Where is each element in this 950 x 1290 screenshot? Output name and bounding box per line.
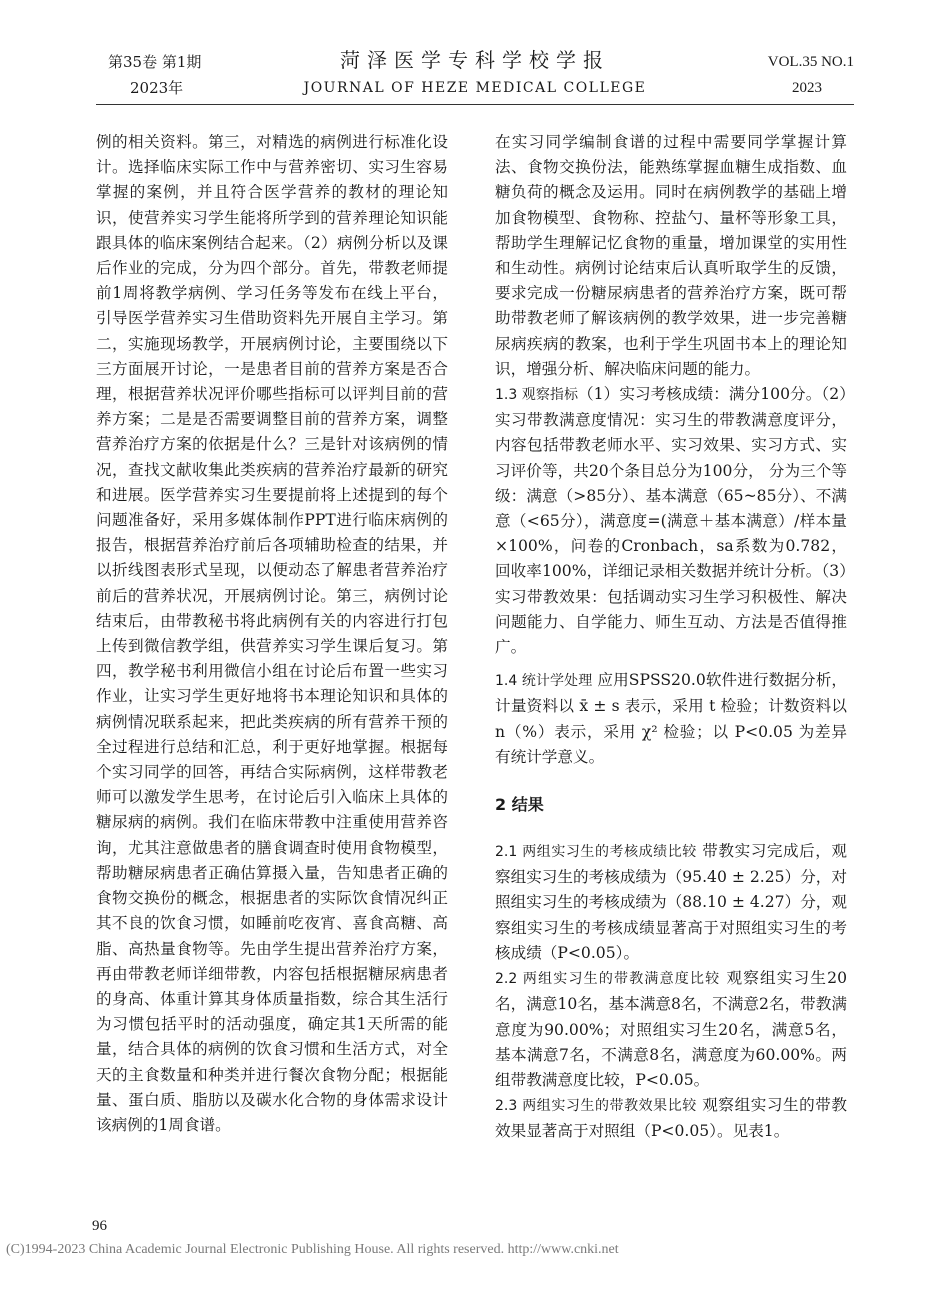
section-text: 观察组实习生的带教效果显著高于对照组（P<0.05）。见表1。 xyxy=(495,1096,847,1141)
section-text: 应用SPSS20.0软件进行数据分析，计量资料以 x̄ ± s 表示，采用 t 检验；计数资料以 n（%）表示，采用 χ² 检验；以 P<0.05 为差异有统计学意义。 xyxy=(495,671,848,766)
volume-issue-cn: 第35卷 第1期 xyxy=(108,53,202,71)
header-divider xyxy=(96,104,854,105)
section-heading-results: 2 结果 xyxy=(495,795,544,815)
section-label: 2.2 两组实习生的带教满意度比较 xyxy=(495,971,721,988)
section-label: 2.1 两组实习生的考核成绩比较 xyxy=(495,844,697,861)
section-1-3 xyxy=(495,382,847,660)
left-column xyxy=(96,130,448,1138)
year-en: 2023 xyxy=(792,80,822,96)
section-text: （1）实习考核成绩：满分100分。（2）实习带教满意度情况：实习生的带教满意度评分，内容包括带教老师水平、实习效果、实习方式、实习评价等，共20个条目总分为100分， 分为三个等级：满意（>85分）、基本满意（65~85分）、不满意（<65分），满意度=(满意＋基本满意）/样本量 ×100%，问卷的Cronbach，sa系数为0.782，回收率100%，详细记录相关数据并统计分析。（3）实习带教效果：包括调动实习生学习积极性、解决问题能力、自学能力、师生互动、方法是否值得推广。 xyxy=(495,385,847,657)
body-paragraph: 例的相关资料。第三，对精选的病例进行标准化设计。选择临床实际工作中与营养密切、实习生容易掌握的案例，并且符合医学营养的教材的理论知识，使营养实习学生能将所学到的营养理论知识能跟具体的临床案例结合起来。（2）病例分析以及课后作业的完成，分为四个部分。首先，带教老师提前1周将教学病例、学习任务等发布在线上平台，引导医学营养实习生借助资料先开展自主学习。第二，实施现场教学，开展病例讨论，主要围绕以下三方面展开讨论，一是患者目前的营养方案是否合理，根据营养状况评价哪些指标可以评判目前的营养方案；二是是否需要调整目前的营养方案，调整营养治疗方案的依据是什么？三是针对该病例的情况，查找文献收集此类疾病的营养治疗最新的研究和进展。医学营养实习生要提前将上述提到的每个问题准备好，采用多媒体制作PPT进行临床病例的报告，根据营养治疗前后各项辅助检查的结果，并以折线图表形式呈现，以便动态了解患者营养治疗前后的营养状况，开展病例讨论。第三，病例讨论结束后，由带教秘书将此病例有关的内容进行打包上传到微信教学组，供营养实习学生课后复习。第四，教学秘书利用微信小组在讨论后布置一些实习作业，让实习学生更好地将书本理论知识和具体的病例情况联系起来，把此类疾病的所有营养干预的全过程进行总结和汇总，利于更好地掌握。根据每个实习同学的回答，再结合实际病例，这样带教老师可以激发学生思考，在讨论后引入临床上具体的糖尿病的病例。我们在临床带教中注重使用营养咨询，尤其注意做患者的膳食调查时使用食物模型，帮助糖尿病患者正确估算摄入量，告知患者正确的食物交换份的概念，根据患者的实际饮食情况纠正其不良的饮食习惯，如睡前吃夜宵、喜食高糖、高脂、高热量食物等。先由学生提出营养治疗方案，再由带教老师详细带教，内容包括根据糖尿病患者的身高、体重计算其身体质量指数，综合其生活行为习惯包括平时的活动强度，确定其1天所需的能量，结合具体的病例的饮食习惯和生活方式，对全天的主食数量和种类并进行餐次食物分配；根据能量、蛋白质、脂肪以及碳水化合物的身体需求设计该病例的1周食谱。 xyxy=(96,133,448,1134)
journal-title-en: JOURNAL OF HEZE MEDICAL COLLEGE xyxy=(303,80,647,96)
volume-issue-en: VOL.35 NO.1 xyxy=(767,54,854,70)
section-2-1 xyxy=(495,839,847,966)
section-label: 1.4 统计学处理 xyxy=(495,673,593,690)
page-number: 96 xyxy=(92,1218,107,1234)
section-2-2 xyxy=(495,966,847,1093)
year-cn: 2023年 xyxy=(130,79,184,97)
body-paragraph: 在实习同学编制食谱的过程中需要同学掌握计算法、食物交换份法，能熟练掌握血糖生成指数、血糖负荷的概念及运用。同时在病例教学的基础上增加食物模型、食物称、控盐勺、量杯等形象工具，帮助学生理解记忆食物的重量，增加课堂的实用性和生动性。病例讨论结束后认真听取学生的反馈，要求完成一份糖尿病患者的营养治疗方案，既可帮助带教老师了解该病例的教学效果，进一步完善糖尿病疾病的教案，也利于学生巩固书本上的理论知识，增强分析、解决临床问题的能力。 xyxy=(495,133,847,378)
copyright-notice: (C)1994-2023 China Academic Journal Electronic Publishing House. All rights reserved. http://www.cnki.net xyxy=(6,1242,619,1257)
section-text: 带教实习完成后，观察组实习生的考核成绩为（95.40 ± 2.25）分，对照组实习生的考核成绩为（88.10 ± 4.27）分，观察组实习生的考核成绩显著高于对照组实习生的考核成绩（P<0.05）。 xyxy=(495,842,847,962)
journal-title-cn: 菏泽医学专科学校学报 xyxy=(340,48,610,72)
section-2-3 xyxy=(495,1093,847,1144)
section-label: 1.3 观察指标 xyxy=(495,387,579,404)
page-header xyxy=(0,0,950,108)
section-text: 观察组实习生20名，满意10名，基本满意8名，不满意2名，带教满意度为90.00%；对照组实习生20名，满意5名，基本满意7名，不满意8名，满意度为60.00%。两组带教满意度比较，P<0.05。 xyxy=(495,969,847,1089)
right-column xyxy=(495,130,847,1145)
section-label: 2.3 两组实习生的带教效果比较 xyxy=(495,1098,697,1115)
section-1-4 xyxy=(495,668,847,770)
